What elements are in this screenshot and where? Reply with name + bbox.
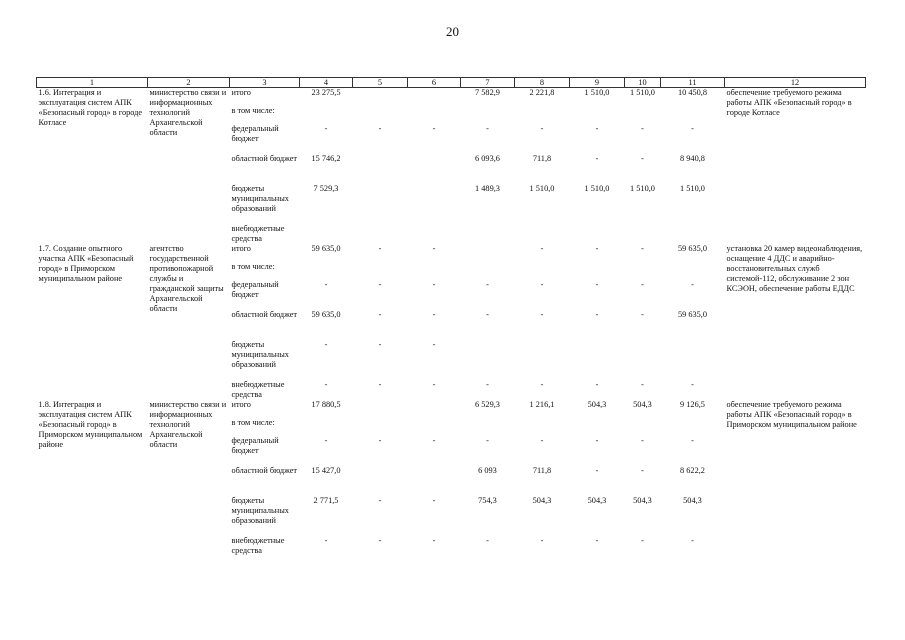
- program-activities-table: [36, 77, 866, 556]
- amount-cell: -: [486, 436, 489, 445]
- amount-cell: [515, 106, 570, 124]
- amount-cell: -: [486, 124, 489, 133]
- amount-cell: -: [641, 536, 644, 545]
- amount-cell: 15 427,0: [311, 466, 341, 475]
- amount-cell: [408, 400, 461, 418]
- amount-cell: 2 771,5: [313, 496, 339, 505]
- amount-cell: -: [432, 310, 436, 319]
- amount-cell: -: [378, 436, 382, 445]
- amount-cell: -: [540, 536, 544, 545]
- amount-cell: [300, 262, 353, 280]
- amount-cell: 2 221,8: [529, 88, 555, 97]
- funding-source: итого: [231, 400, 251, 409]
- amount-cell: [353, 106, 408, 124]
- executor-name: министерство связи и информационных технологий Архангельской области: [149, 88, 227, 137]
- amount-cell: [408, 88, 461, 107]
- amount-cell: [461, 262, 515, 280]
- amount-cell: 23 275,5: [311, 88, 341, 97]
- table-row: [37, 244, 866, 262]
- amount-cell: -: [486, 280, 489, 289]
- amount-cell: -: [432, 280, 436, 289]
- column-header: 12: [725, 78, 866, 88]
- amount-cell: [661, 224, 725, 244]
- amount-cell: [661, 418, 725, 436]
- amount-cell: -: [595, 280, 599, 289]
- amount-cell: 1 489,3: [475, 184, 500, 193]
- column-header: 1: [37, 78, 148, 88]
- amount-cell: -: [486, 310, 489, 319]
- amount-cell: -: [641, 436, 644, 445]
- amount-cell: -: [691, 536, 694, 545]
- amount-cell: [661, 106, 725, 124]
- funding-source: в том числе:: [231, 418, 275, 427]
- amount-cell: -: [432, 380, 436, 389]
- amount-cell: 59 635,0: [311, 310, 341, 319]
- amount-cell: 8 622,2: [680, 466, 705, 475]
- amount-cell: -: [540, 280, 544, 289]
- amount-cell: -: [432, 124, 436, 133]
- amount-cell: 10 450,8: [677, 88, 708, 97]
- amount-cell: [408, 418, 461, 436]
- amount-cell: -: [324, 340, 328, 349]
- amount-cell: [625, 418, 661, 436]
- amount-cell: [353, 466, 408, 496]
- amount-cell: 504,3: [587, 496, 607, 505]
- amount-cell: 59 635,0: [677, 310, 708, 319]
- column-header: 4: [300, 78, 353, 88]
- amount-cell: -: [641, 380, 644, 389]
- amount-cell: -: [641, 466, 644, 475]
- column-header: 7: [461, 78, 515, 88]
- amount-cell: 6 093: [478, 466, 497, 475]
- amount-cell: [515, 418, 570, 436]
- amount-cell: -: [691, 380, 694, 389]
- funding-source: бюджеты муниципальных образований: [231, 340, 289, 369]
- amount-cell: [353, 418, 408, 436]
- amount-cell: 7 582,9: [475, 88, 500, 97]
- amount-cell: -: [641, 154, 644, 163]
- amount-cell: -: [378, 536, 382, 545]
- amount-cell: 1 510,0: [529, 184, 555, 193]
- amount-cell: [625, 106, 661, 124]
- amount-cell: [353, 184, 408, 224]
- amount-cell: -: [595, 536, 599, 545]
- amount-cell: [408, 184, 461, 224]
- amount-cell: -: [378, 496, 382, 505]
- amount-cell: -: [324, 536, 328, 545]
- column-header: 8: [515, 78, 570, 88]
- amount-cell: -: [595, 380, 599, 389]
- amount-cell: -: [378, 244, 382, 253]
- amount-cell: -: [595, 436, 599, 445]
- expected-result: обеспечение требуемого режима работы АПК «Безопасный город» в городе Котласе: [726, 88, 852, 117]
- amount-cell: -: [540, 124, 544, 133]
- amount-cell: [300, 418, 353, 436]
- amount-cell: 504,3: [532, 496, 552, 505]
- funding-source: бюджеты муниципальных образований: [231, 184, 289, 213]
- amount-cell: -: [691, 436, 694, 445]
- amount-cell: 1 510,0: [630, 184, 655, 193]
- amount-cell: 1 510,0: [584, 88, 610, 97]
- amount-cell: [461, 418, 515, 436]
- funding-source: областной бюджет: [231, 310, 298, 319]
- funding-source: федеральный бюджет: [231, 436, 279, 455]
- amount-cell: [625, 224, 661, 244]
- amount-cell: -: [324, 124, 328, 133]
- amount-cell: [570, 418, 625, 436]
- amount-cell: 17 880,5: [311, 400, 341, 409]
- amount-cell: -: [486, 380, 489, 389]
- amount-cell: 9 126,5: [680, 400, 705, 409]
- amount-cell: [353, 400, 408, 418]
- amount-cell: [408, 224, 461, 244]
- amount-cell: -: [378, 380, 382, 389]
- executor-name: агентство государственной противопожарной службы и гражданской защиты Архангельской области: [149, 244, 224, 313]
- amount-cell: [353, 154, 408, 184]
- amount-cell: 504,3: [587, 400, 607, 409]
- table-row: [37, 400, 866, 418]
- amount-cell: [570, 106, 625, 124]
- amount-cell: [625, 262, 661, 280]
- activity-name: 1.8. Интеграция и эксплуатация систем АПК «Безопасный город» в Приморском муниципальном районе: [38, 400, 143, 449]
- funding-source: федеральный бюджет: [231, 280, 279, 299]
- amount-cell: [408, 262, 461, 280]
- amount-cell: [300, 224, 353, 244]
- amount-cell: [461, 106, 515, 124]
- amount-cell: -: [540, 310, 544, 319]
- amount-cell: 6 093,6: [475, 154, 500, 163]
- amount-cell: -: [595, 244, 599, 253]
- amount-cell: -: [691, 124, 694, 133]
- executor-name: министерство связи и информационных технологий Архангельской области: [149, 400, 227, 449]
- amount-cell: -: [432, 244, 436, 253]
- amount-cell: -: [641, 124, 644, 133]
- column-header: 9: [570, 78, 625, 88]
- amount-cell: -: [641, 280, 644, 289]
- amount-cell: [408, 154, 461, 184]
- funding-source: федеральный бюджет: [231, 124, 279, 143]
- amount-cell: -: [378, 340, 382, 349]
- column-number-row: [37, 78, 866, 88]
- amount-cell: 754,3: [478, 496, 497, 505]
- amount-cell: -: [595, 154, 599, 163]
- amount-cell: 59 635,0: [311, 244, 341, 253]
- amount-cell: -: [595, 466, 599, 475]
- amount-cell: [515, 224, 570, 244]
- funding-source: итого: [231, 244, 251, 253]
- funding-source: в том числе:: [231, 106, 275, 115]
- amount-cell: -: [540, 436, 544, 445]
- amount-cell: [353, 88, 408, 107]
- amount-cell: 6 529,3: [475, 400, 500, 409]
- column-header: 11: [661, 78, 725, 88]
- expected-result: установка 20 камер видеонаблюдения, оснащение 4 ДДС и аварийно-восстановительных служб системой-112, обслуживание 2 зон КСЭОН, обеспечение работы ЕДДС: [726, 244, 863, 293]
- column-header: 6: [408, 78, 461, 88]
- amount-cell: [515, 262, 570, 280]
- amount-cell: [570, 262, 625, 280]
- amount-cell: 59 635,0: [677, 244, 708, 253]
- amount-cell: -: [595, 124, 599, 133]
- activity-name: 1.7. Создание опытного участка АПК «Безопасный город» в Приморском муниципальном районе: [38, 244, 134, 283]
- amount-cell: -: [432, 436, 436, 445]
- funding-source: внебюджетные средства: [231, 224, 285, 243]
- column-header: 10: [625, 78, 661, 88]
- amount-cell: -: [432, 536, 436, 545]
- amount-cell: -: [691, 280, 694, 289]
- amount-cell: -: [432, 340, 436, 349]
- amount-cell: -: [540, 380, 544, 389]
- amount-cell: [353, 224, 408, 244]
- amount-cell: 1 510,0: [630, 88, 655, 97]
- amount-cell: 504,3: [683, 496, 702, 505]
- amount-cell: -: [486, 536, 489, 545]
- amount-cell: 8 940,8: [680, 154, 705, 163]
- amount-cell: [353, 262, 408, 280]
- amount-cell: -: [378, 310, 382, 319]
- amount-cell: 504,3: [633, 400, 652, 409]
- funding-source: внебюджетные средства: [231, 380, 285, 399]
- expected-result: обеспечение требуемого режима работы АПК «Безопасный город» в Приморском муниципальном районе: [726, 400, 857, 429]
- amount-cell: [625, 340, 661, 380]
- funding-source: областной бюджет: [231, 154, 298, 163]
- amount-cell: -: [324, 436, 328, 445]
- amount-cell: 15 746,2: [311, 154, 341, 163]
- amount-cell: -: [432, 496, 436, 505]
- funding-source: областной бюджет: [231, 466, 298, 475]
- amount-cell: -: [641, 244, 644, 253]
- amount-cell: -: [641, 310, 644, 319]
- amount-cell: [461, 224, 515, 244]
- amount-cell: [461, 340, 515, 380]
- amount-cell: -: [540, 244, 544, 253]
- amount-cell: -: [378, 280, 382, 289]
- funding-source: итого: [231, 88, 251, 97]
- amount-cell: [570, 224, 625, 244]
- column-header: 3: [230, 78, 300, 88]
- amount-cell: -: [324, 380, 328, 389]
- page-number: 20: [446, 24, 459, 39]
- amount-cell: [408, 106, 461, 124]
- amount-cell: -: [324, 280, 328, 289]
- amount-cell: -: [595, 310, 599, 319]
- amount-cell: [570, 340, 625, 380]
- amount-cell: 1 510,0: [680, 184, 705, 193]
- amount-cell: 1 510,0: [584, 184, 610, 193]
- amount-cell: [661, 262, 725, 280]
- amount-cell: [661, 340, 725, 380]
- table-row: [37, 88, 866, 107]
- amount-cell: [515, 340, 570, 380]
- amount-cell: -: [378, 124, 382, 133]
- funding-source: в том числе:: [231, 262, 275, 271]
- funding-source: бюджеты муниципальных образований: [231, 496, 289, 525]
- amount-cell: [408, 466, 461, 496]
- amount-cell: [461, 244, 515, 262]
- amount-cell: 1 216,1: [529, 400, 555, 409]
- amount-cell: 7 529,3: [313, 184, 339, 193]
- column-header: 2: [148, 78, 230, 88]
- amount-cell: 711,8: [532, 154, 552, 163]
- amount-cell: [300, 106, 353, 124]
- column-header: 5: [353, 78, 408, 88]
- amount-cell: 711,8: [532, 466, 552, 475]
- funding-source: внебюджетные средства: [231, 536, 285, 555]
- amount-cell: 504,3: [633, 496, 652, 505]
- activity-name: 1.6. Интеграция и эксплуатация систем АПК «Безопасный город» в городе Котласе: [38, 88, 143, 127]
